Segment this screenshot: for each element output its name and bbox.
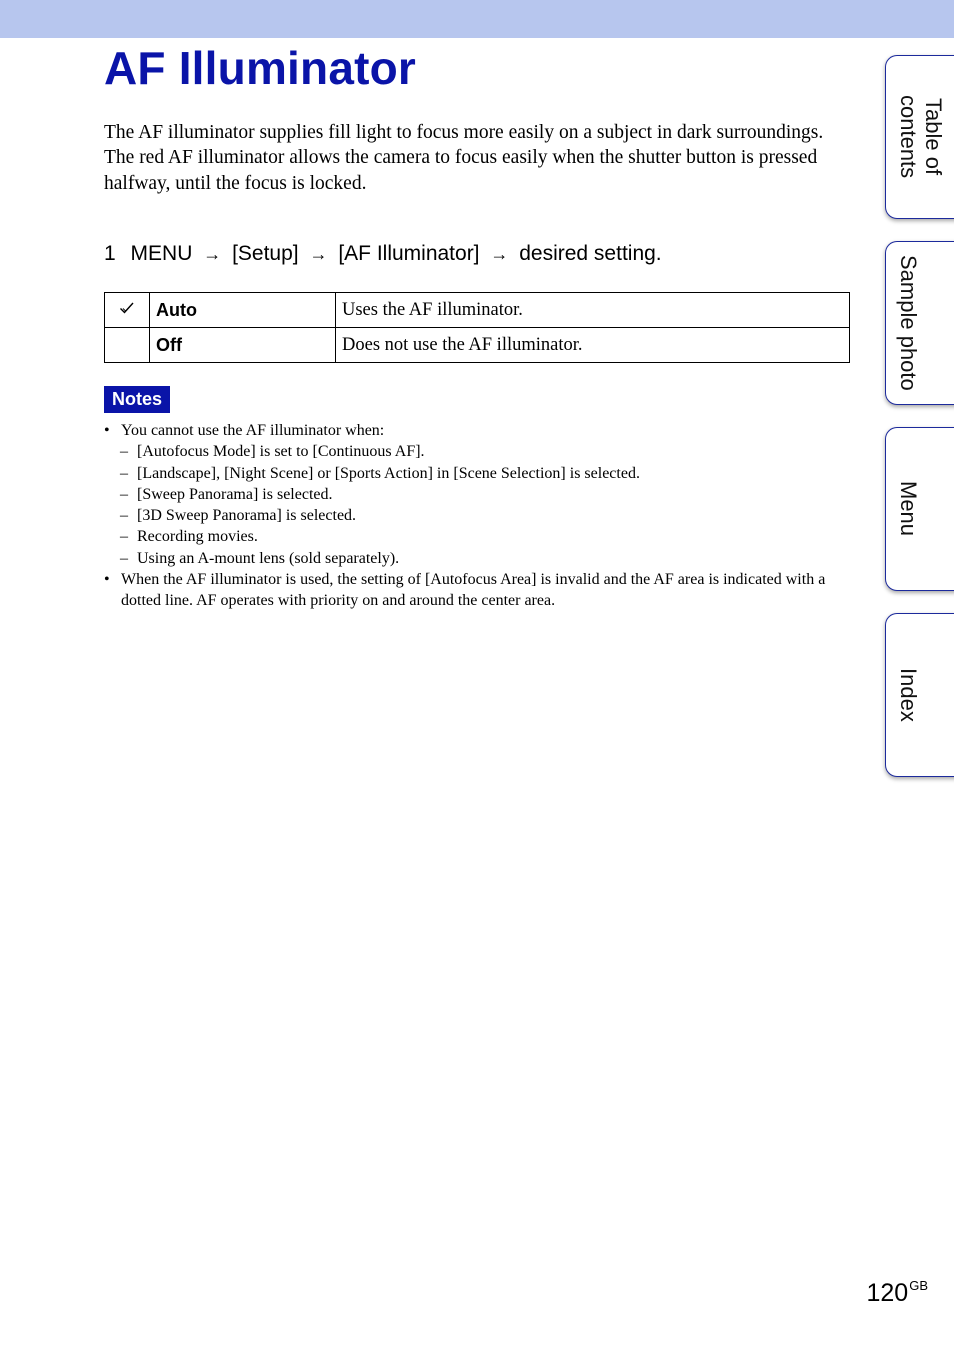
header-band: [0, 0, 954, 38]
option-description: Uses the AF illuminator.: [336, 293, 850, 328]
step-part: [AF Illuminator]: [338, 242, 480, 265]
intro-paragraph: The AF illuminator supplies fill light to focus more easily on a subject in dark surroundings.: [104, 122, 824, 143]
intro-text: [104, 120, 834, 196]
note-subitem: – [Autofocus Mode] is set to [Continuous AF].: [104, 441, 849, 462]
note-item: • You cannot use the AF illuminator when:: [104, 420, 849, 441]
tab-label: [896, 95, 946, 178]
note-subitem: – Recording movies.: [104, 526, 849, 547]
intro-paragraph: The red AF illuminator allows the camera to focus easily when the shutter button is pressed halfway, until the focus is locked.: [104, 147, 818, 194]
step-part: desired setting.: [519, 242, 662, 265]
notes-badge: Notes: [104, 386, 170, 413]
settings-table: [104, 292, 850, 363]
notes-list: [104, 420, 849, 612]
option-name: Off: [150, 328, 336, 363]
option-name: Auto: [150, 293, 336, 328]
tab-label-line: contents: [896, 95, 921, 179]
table-row: [105, 293, 850, 328]
tab-table-of-contents[interactable]: [885, 55, 954, 219]
arrow-right-icon: →: [203, 244, 222, 264]
step-number: 1: [104, 242, 116, 265]
step-part: MENU: [130, 242, 193, 265]
tab-menu[interactable]: [885, 427, 954, 591]
note-subitem: – [Sweep Panorama] is selected.: [104, 484, 849, 505]
step-part: [Setup]: [232, 242, 299, 265]
tab-label: Index: [896, 668, 921, 722]
table-row: [105, 328, 850, 363]
menu-step: [104, 240, 844, 268]
default-mark-cell: [105, 293, 150, 328]
page-title: AF Illuminator: [104, 42, 417, 94]
check-mark-icon: [119, 301, 135, 315]
tab-label: Menu: [896, 481, 921, 537]
note-subitem: – [Landscape], [Night Scene] or [Sports Action] in [Scene Selection] is selected.: [104, 463, 849, 484]
note-subitem: – [3D Sweep Panorama] is selected.: [104, 505, 849, 526]
note-item: • When the AF illuminator is used, the setting of [Autofocus Area] is invalid and the AF area is indicated with a dotted line. AF operates with priority on and around the center area.: [104, 569, 849, 612]
tab-sample-photo[interactable]: [885, 241, 954, 405]
tab-label: Sample photo: [896, 255, 921, 391]
page-number-suffix: GB: [909, 1278, 928, 1293]
tab-label-line: Table of: [921, 98, 946, 176]
tab-index[interactable]: [885, 613, 954, 777]
option-description: Does not use the AF illuminator.: [336, 328, 850, 363]
note-subitem: – Using an A-mount lens (sold separately).: [104, 548, 849, 569]
page-number-value: 120: [866, 1279, 909, 1307]
arrow-right-icon: →: [490, 244, 509, 264]
default-mark-cell: [105, 328, 150, 363]
arrow-right-icon: →: [309, 244, 328, 264]
page-number: [866, 1278, 928, 1308]
